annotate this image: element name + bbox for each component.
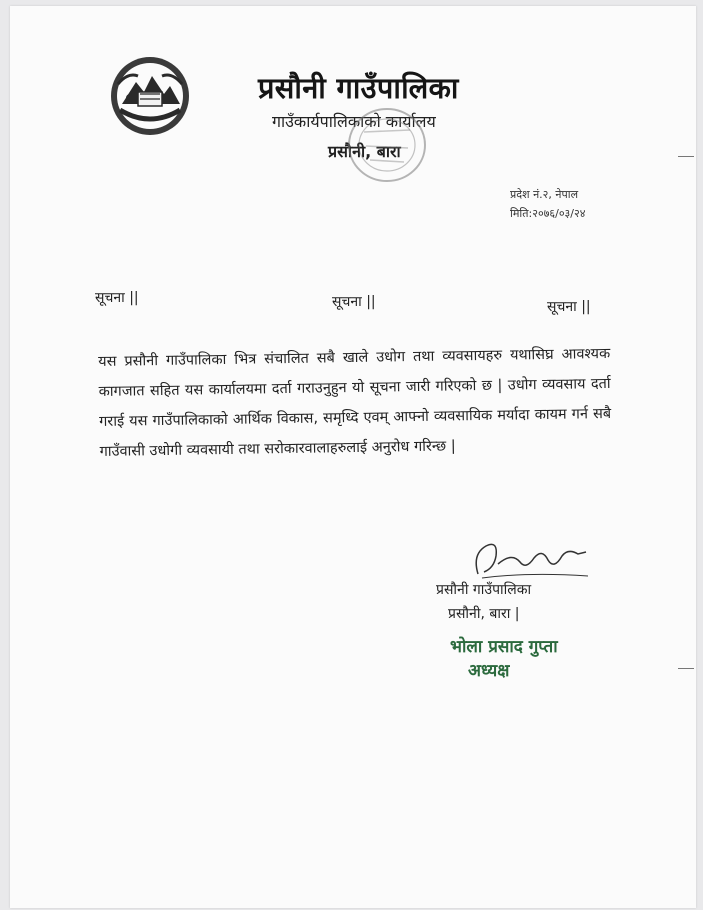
scan-mark bbox=[678, 156, 694, 157]
signatory-address: प्रसौनी, बारा | bbox=[448, 606, 520, 622]
office-name: गाउँकार्यपालिकाको कार्यालय bbox=[272, 112, 436, 131]
office-stamp-icon bbox=[342, 102, 432, 188]
letter-page bbox=[10, 6, 696, 908]
notice-heading-right: सूचना || bbox=[547, 299, 591, 315]
official-title: अध्यक्ष bbox=[468, 661, 510, 681]
office-address: प्रसौनी, बारा bbox=[328, 142, 401, 161]
official-name: भोला प्रसाद गुप्ता bbox=[450, 637, 558, 657]
notice-heading-center: सूचना || bbox=[332, 294, 376, 310]
notice-heading-left: सूचना || bbox=[95, 290, 139, 306]
signatory-org: प्रसौनी गाउँपालिका bbox=[436, 582, 532, 598]
nepal-emblem-icon bbox=[108, 54, 192, 138]
signature-icon bbox=[468, 534, 594, 584]
letter-date: मिति:२०७६/०३/२४ bbox=[510, 207, 586, 220]
province-label: प्रदेश नं.२, नेपाल bbox=[510, 188, 579, 201]
scan-mark bbox=[678, 668, 694, 669]
notice-body: यस प्रसौनी गाउँपालिका भित्र संचालित सबै खाले उधोग तथा व्यवसायहरु यथासिघ्र आवश्यक कागजात सहित यस कार्यालयमा दर्ता गराउनुहुन यो सूचना जारी गरिएको छ | उधोग व्यवसाय दर्ता गराई यस गाउँपालिकाको आर्थिक विकास, समृध्दि एवम् आफ्नो व्यवसायिक मर्यादा कायम गर्न सबै गाउँवासी उधोगी व्यवसायी तथा सरोकारवालाहरुलाई अनुरोध गरिन्छ | bbox=[98, 345, 612, 460]
org-title: प्रसौनी गाउँपालिका bbox=[258, 71, 459, 105]
